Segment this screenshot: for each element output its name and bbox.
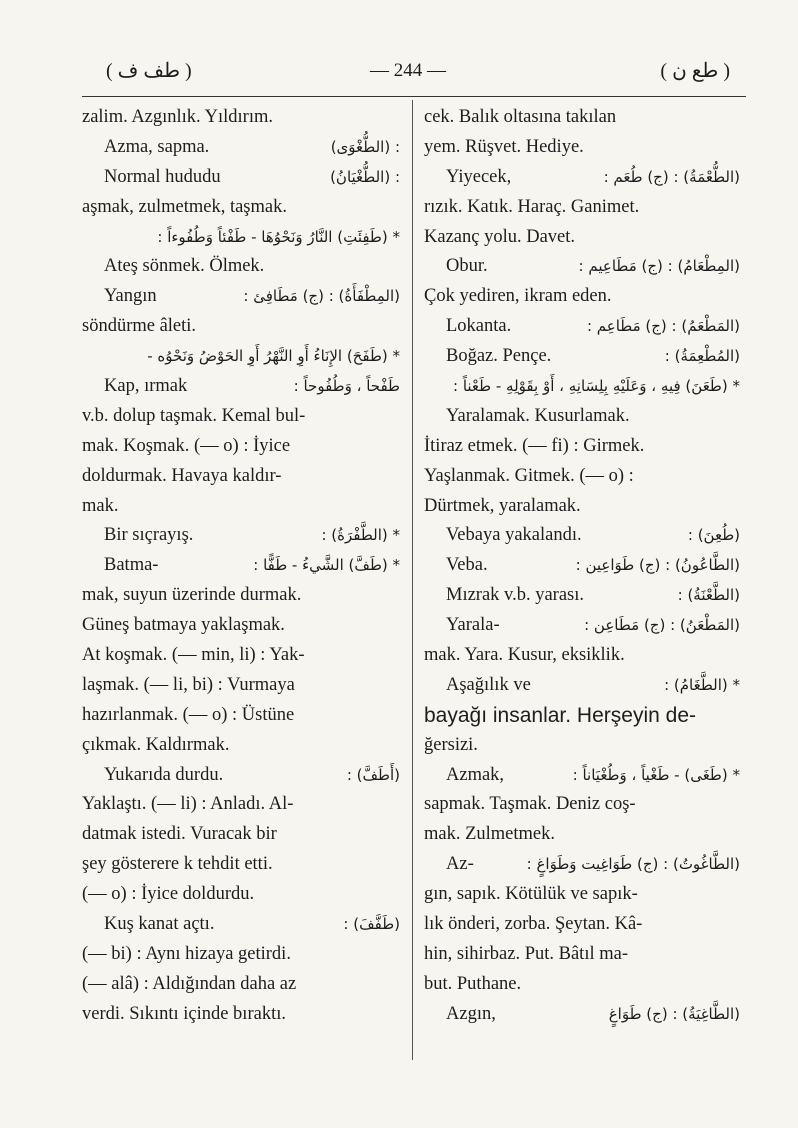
entry-text: laşmak. (— li, bi) : Vurmaya: [82, 674, 295, 695]
arabic-headword: * (طَفَّ) الشَّيءُ - طَفًّا :: [253, 556, 400, 575]
entry-text: Yaşlanmak. Gitmek. (— o) :: [424, 465, 634, 486]
arabic-headword: * (الطَّفْرَةُ) :: [321, 526, 400, 545]
dictionary-line: [424, 731, 740, 761]
entry-text: Az-: [446, 854, 474, 875]
dictionary-line: [82, 193, 400, 223]
dictionary-line: [82, 432, 400, 462]
entry-text: Yarala-: [446, 615, 500, 636]
entry-text: Çok yediren, ikram eden.: [424, 286, 612, 307]
dictionary-line: [424, 611, 740, 641]
entry-text: aşmak, zulmetmek, taşmak.: [82, 196, 287, 217]
dictionary-line: [424, 312, 740, 342]
entry-text: hin, sihirbaz. Put. Bâtıl ma-: [424, 943, 628, 964]
page-header: [78, 58, 738, 94]
arabic-headword: * (طَفِئَتِ) النَّارُ وَنَحْوُهَا - طَفْئاً وَطُفُوءاً :: [157, 227, 400, 246]
arabic-headword: (المِطْعَامُ) : (ج) مَطَاعِيم :: [578, 257, 740, 276]
entry-text: çıkmak. Kaldırmak.: [82, 734, 230, 755]
dictionary-line: [424, 761, 740, 791]
dictionary-line: [82, 671, 400, 701]
arabic-headword: (المَطْعَمُ) : (ج) مَطَاعِم :: [586, 317, 740, 336]
dictionary-line: [82, 551, 400, 581]
dictionary-line: [424, 551, 740, 581]
dictionary-line: [82, 521, 400, 551]
entry-text: bayağı insanlar. Herşeyin de-: [424, 703, 696, 727]
arabic-headword: (طُعِنَ) :: [687, 526, 740, 545]
dictionary-line: [424, 492, 740, 522]
entry-text: Yangın: [104, 286, 157, 307]
dictionary-line: [424, 103, 740, 133]
entry-text: Azgın,: [446, 1003, 496, 1024]
entry-text: İtiraz etmek. (— fi) : Girmek.: [424, 435, 645, 456]
dictionary-line: [82, 492, 400, 522]
arabic-headword: (الطَّاعُونُ) : (ج) طَوَاعِين :: [575, 556, 740, 575]
dictionary-line: [82, 1000, 400, 1030]
entry-text: sapmak. Taşmak. Deniz coş-: [424, 794, 636, 815]
arabic-headword: طَفْحاً ، وَطُفُوحاً :: [293, 377, 400, 396]
dictionary-line: [82, 790, 400, 820]
arabic-headword: * (طَفَحَ) الإِنَاءُ أَوِ النَّهْرُ أَوِ الحَوْضُ وَنَحْوُه -: [147, 347, 400, 366]
dictionary-line: [82, 581, 400, 611]
dictionary-line: [424, 970, 740, 1000]
dictionary-line: [82, 611, 400, 641]
dictionary-line: [82, 880, 400, 910]
dictionary-line: [82, 312, 400, 342]
entry-text: Yukarıda durdu.: [104, 764, 224, 785]
arabic-headword: (الطَّاغُوتُ) : (ج) طَوَاغِيت وَطَوَاغٍ :: [526, 855, 740, 874]
entry-text: lık önderi, zorba. Şeytan. Kâ-: [424, 914, 643, 935]
dictionary-line: [82, 970, 400, 1000]
arabic-headword: (الطَّاغِيَةُ) : (ج) طَوَاغٍ: [608, 1004, 740, 1023]
arabic-headword: * (الطَّغَامُ) :: [664, 675, 740, 694]
dictionary-line: [424, 402, 740, 432]
entry-text: Normal hududu: [104, 166, 221, 187]
dictionary-line: [82, 731, 400, 761]
entry-text: (— alâ) : Aldığından daha az: [82, 973, 297, 994]
dictionary-line: [424, 790, 740, 820]
arabic-headword: (طَفَّفَ) :: [343, 915, 400, 934]
entry-text: Yiyecek,: [446, 166, 512, 187]
dictionary-line: [424, 581, 740, 611]
entry-text: (— bi) : Aynı hizaya getirdi.: [82, 943, 291, 964]
arabic-headword: : (الطُّغْوَى): [330, 137, 400, 156]
dictionary-line: [424, 193, 740, 223]
entry-text: zalim. Azgınlık. Yıldırım.: [82, 107, 273, 127]
dictionary-line: [424, 940, 740, 970]
entry-text: Ateş sönmek. Ölmek.: [104, 256, 265, 277]
entry-text: Dürtmek, yaralamak.: [424, 495, 581, 516]
entry-text: şey gösterere k tehdit etti.: [82, 854, 273, 875]
entry-text: söndürme âleti.: [82, 316, 197, 337]
arabic-headword: * (طَعَنَ) فِيهِ ، وَعَلَيْهِ بِلِسَانِهِ ، أَوْ بِقَوْلِهِ - طَعْناً :: [453, 377, 740, 396]
arabic-headword: (أَطَفَّ) :: [346, 765, 400, 784]
dictionary-line: [424, 462, 740, 492]
dictionary-line: [82, 372, 400, 402]
dictionary-line: [82, 940, 400, 970]
entry-text: verdi. Sıkıntı içinde bıraktı.: [82, 1003, 286, 1024]
dictionary-line: [82, 282, 400, 312]
dictionary-line: [82, 163, 400, 193]
header-rule: [82, 96, 746, 97]
dictionary-line: [82, 850, 400, 880]
entry-text: Mızrak v.b. yarası.: [446, 585, 585, 606]
arabic-headword: (المِطْفَأَةُ) : (ج) مَطَافِئ :: [243, 287, 400, 306]
arabic-headword: (الطُّعْمَةُ) : (ج) طُعَم :: [603, 167, 740, 186]
header-right-root: ( طع ن ): [660, 60, 730, 82]
entry-text: Kap, ırmak: [104, 376, 188, 397]
dictionary-line: [82, 641, 400, 671]
dictionary-line: [82, 103, 400, 133]
entry-text: Aşağılık ve: [446, 674, 531, 695]
dictionary-line: [424, 163, 740, 193]
entry-text: yem. Rüşvet. Hediye.: [424, 136, 584, 157]
dictionary-line: [424, 133, 740, 163]
dictionary-line: [82, 342, 400, 372]
entry-text: Bir sıçrayış.: [104, 525, 194, 546]
entry-text: Azmak,: [446, 764, 505, 785]
dictionary-line: [82, 701, 400, 731]
dictionary-line: [424, 223, 740, 253]
entry-text: Vebaya yakalandı.: [446, 525, 582, 546]
arabic-headword: * (طَغَى) - طَغْياً ، وَطُغْيَاناً :: [572, 765, 740, 784]
dictionary-line: [424, 372, 740, 402]
entry-text: Güneş batmaya yaklaşmak.: [82, 615, 285, 636]
entry-text: Boğaz. Pençe.: [446, 346, 552, 367]
dictionary-line: [424, 880, 740, 910]
dictionary-line: [424, 850, 740, 880]
entry-text: ğersizi.: [424, 734, 478, 755]
entry-text: mak. Yara. Kusur, eksiklik.: [424, 645, 625, 666]
column-divider: [412, 100, 413, 1060]
page-number: — 244 —: [370, 60, 446, 81]
dictionary-line: [82, 820, 400, 850]
arabic-headword: (الطَّعْنَةُ) :: [677, 586, 740, 605]
dictionary-line: [424, 342, 740, 372]
dictionary-line: [424, 432, 740, 462]
dictionary-line: [424, 1000, 740, 1030]
entry-text: but. Puthane.: [424, 973, 522, 994]
entry-text: mak.: [82, 495, 119, 516]
entry-text: Kazanç yolu. Davet.: [424, 226, 576, 247]
entry-text: Yaklaştı. (— li) : Anladı. Al-: [82, 794, 294, 815]
dictionary-line: [424, 701, 740, 731]
entry-text: mak. Zulmetmek.: [424, 824, 556, 845]
entry-text: doldurmak. Havaya kaldır-: [82, 465, 282, 486]
entry-text: cek. Balık oltasına takılan: [424, 107, 617, 127]
entry-text: hazırlanmak. (— o) : Üstüne: [82, 704, 295, 725]
entry-text: v.b. dolup taşmak. Kemal bul-: [82, 405, 306, 426]
arabic-headword: : (الطُّغْيَانُ): [330, 167, 400, 186]
dictionary-line: [424, 671, 740, 701]
entry-text: Batma-: [104, 555, 159, 576]
right-column: [424, 103, 740, 1030]
dictionary-line: [82, 133, 400, 163]
dictionary-line: [82, 252, 400, 282]
entry-text: Kuş kanat açtı.: [104, 914, 215, 935]
entry-text: mak. Koşmak. (— o) : İyice: [82, 435, 291, 456]
entry-text: (— o) : İyice doldurdu.: [82, 884, 255, 905]
dictionary-line: [82, 223, 400, 253]
dictionary-line: [424, 521, 740, 551]
entry-text: Azma, sapma.: [104, 136, 210, 157]
dictionary-line: [82, 910, 400, 940]
entry-text: mak, suyun üzerinde durmak.: [82, 585, 302, 606]
left-column: [82, 103, 400, 1030]
dictionary-line: [424, 282, 740, 312]
entry-text: Yaralamak. Kusurlamak.: [446, 405, 630, 426]
entry-text: At koşmak. (— min, li) : Yak-: [82, 645, 305, 666]
dictionary-line: [424, 252, 740, 282]
arabic-headword: (المُطْعِمَةُ) :: [664, 347, 740, 366]
entry-text: Obur.: [446, 256, 488, 277]
header-left-root: ( طف ف ): [106, 60, 192, 82]
arabic-headword: (المَطْعَنُ) : (ج) مَطَاعِن :: [584, 616, 740, 635]
dictionary-line: [82, 761, 400, 791]
dictionary-line: [424, 641, 740, 671]
dictionary-line: [82, 402, 400, 432]
entry-text: gın, sapık. Kötülük ve sapık-: [424, 884, 638, 905]
dictionary-line: [424, 820, 740, 850]
entry-text: rızık. Katık. Haraç. Ganimet.: [424, 196, 640, 217]
entry-text: datmak istedi. Vuracak bir: [82, 824, 277, 845]
entry-text: Lokanta.: [446, 316, 512, 337]
dictionary-line: [82, 462, 400, 492]
entry-text: Veba.: [446, 555, 488, 576]
dictionary-line: [424, 910, 740, 940]
